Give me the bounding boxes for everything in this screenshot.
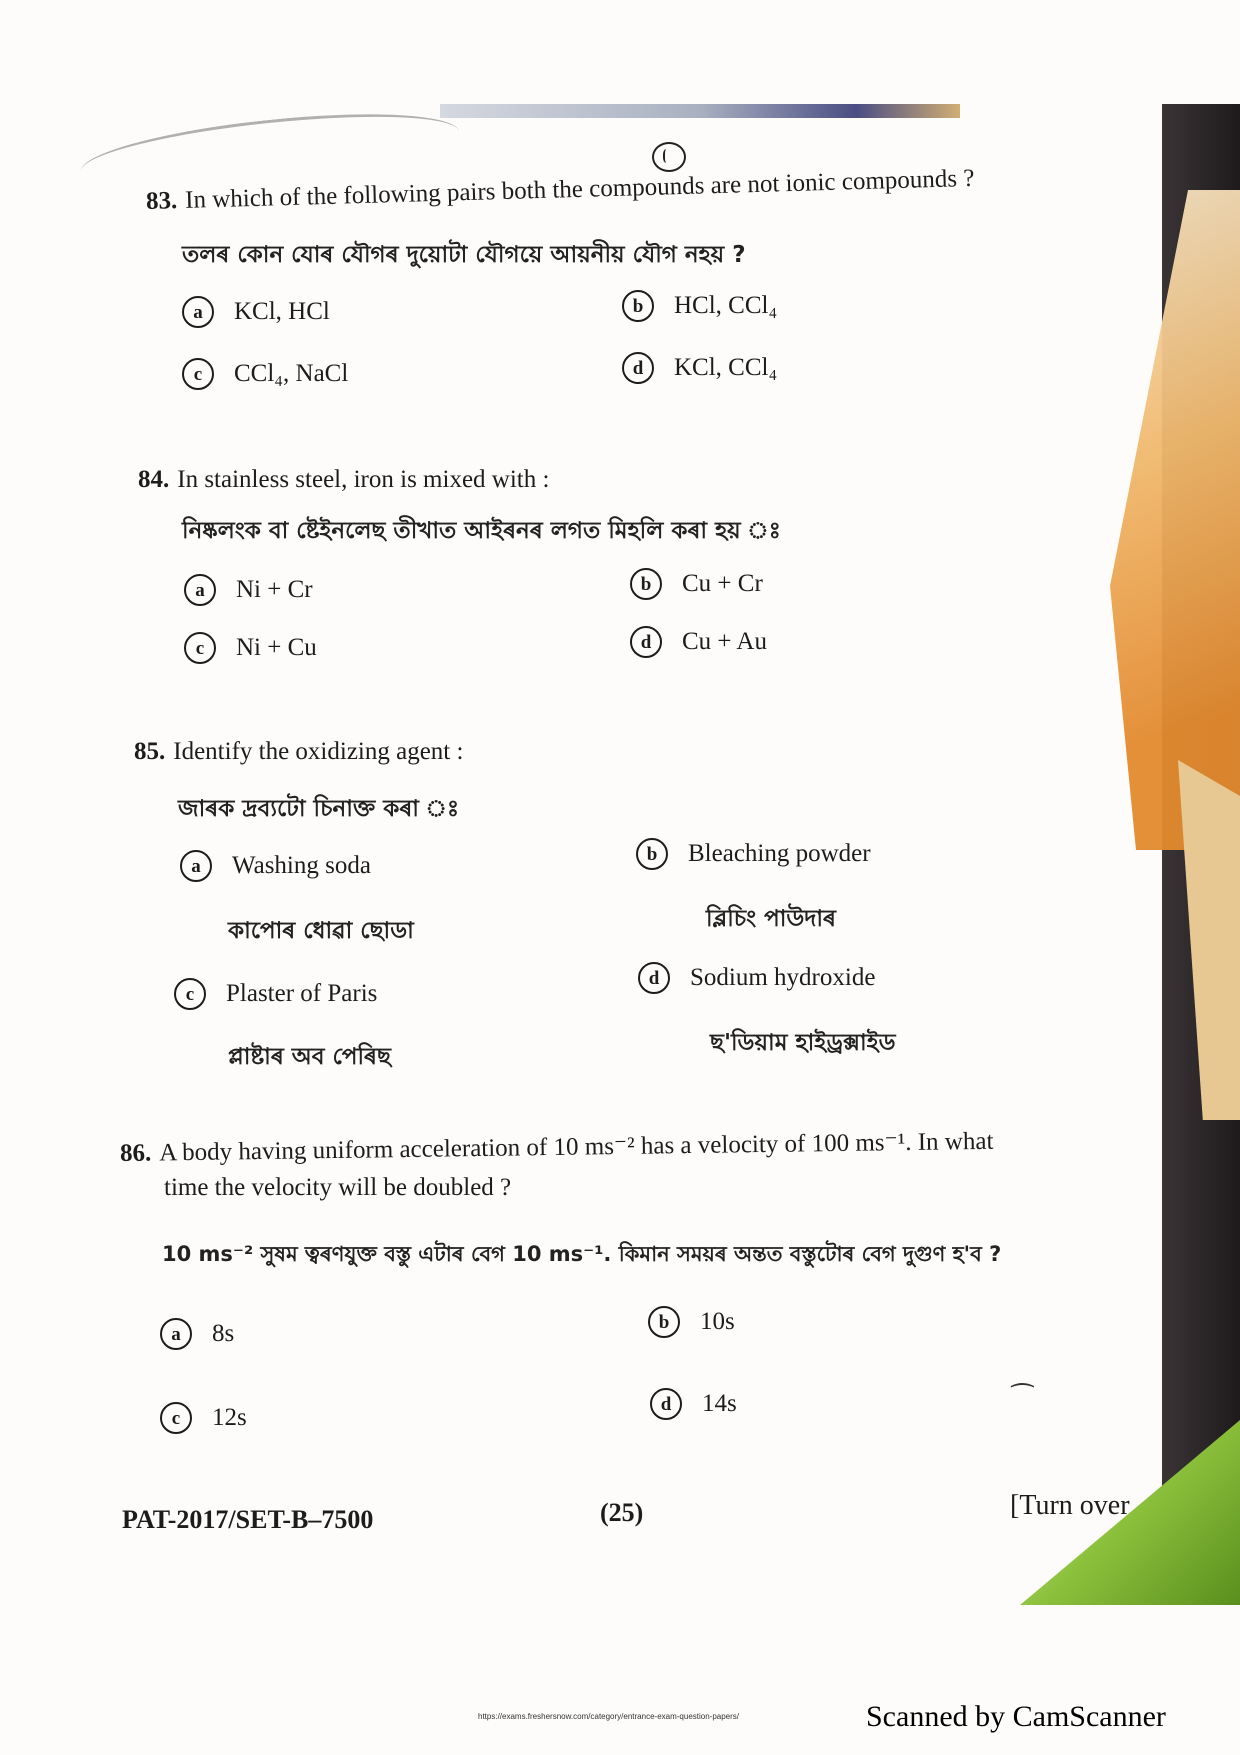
option-text: KCl, HCl — [234, 298, 330, 325]
question-85-option-c[interactable] — [174, 978, 377, 1010]
option-letter-d: d — [650, 1388, 682, 1420]
question-84-option-a[interactable] — [184, 574, 313, 606]
option-text: CCl₄, NaCl — [234, 360, 349, 387]
question-83-option-c[interactable] — [182, 358, 348, 390]
option-letter-b: b — [636, 838, 668, 870]
option-letter-a: a — [184, 574, 216, 606]
question-86-option-b[interactable] — [648, 1306, 735, 1338]
question-84-text-assamese: নিষ্কলংক বা ষ্টেইনলেছ তীখাত আইৰনৰ লগত মিহলি কৰা হয় ঃ — [182, 518, 781, 544]
option-letter-a: a — [160, 1318, 192, 1350]
question-85-text: 85. Identify the oxidizing agent : — [134, 738, 464, 765]
question-85-option-d-assamese: ছ'ডিয়াম হাইড্ৰক্সাইড — [710, 1030, 896, 1056]
option-text: Ni + Cu — [236, 634, 317, 661]
question-86-option-a[interactable] — [160, 1318, 234, 1350]
option-letter-d: d — [630, 626, 662, 658]
option-letter-d: d — [638, 962, 670, 994]
question-83-option-a[interactable] — [182, 296, 330, 328]
scanner-watermark: Scanned by CamScanner — [866, 1700, 1166, 1733]
option-letter-d: d — [622, 352, 654, 384]
question-85-option-b-assamese: ব্লিচিং পাউদাৰ — [706, 906, 837, 932]
option-text: HCl, CCl₄ — [674, 292, 778, 319]
option-text: Sodium hydroxide — [690, 964, 876, 991]
question-86-option-c[interactable] — [160, 1402, 247, 1434]
option-letter-c: c — [182, 358, 214, 390]
question-85-text-assamese: জাৰক দ্ৰব্যটো চিনাক্ত কৰা ঃ — [178, 796, 460, 822]
option-text: Ni + Cr — [236, 576, 313, 603]
option-text: Cu + Cr — [682, 570, 763, 597]
option-text: Cu + Au — [682, 628, 767, 655]
option-letter-b: b — [648, 1306, 680, 1338]
option-text: 8s — [212, 1320, 235, 1347]
pen-mark-icon: ⁀ — [1012, 1384, 1033, 1413]
turn-over-note: [Turn over — [1010, 1490, 1130, 1521]
option-letter-a: a — [180, 850, 212, 882]
option-text: KCl, CCl₄ — [674, 354, 778, 381]
question-85-option-a-assamese: কাপোৰ ধোৱা ছোডা — [228, 918, 414, 944]
question-86-text: 86. A body having uniform acceleration of 10 ms⁻² has a velocity of 100 ms⁻¹. In what — [119, 1127, 994, 1167]
page-number: (25) — [600, 1498, 644, 1527]
option-text: Plaster of Paris — [226, 980, 378, 1007]
option-letter-a: a — [182, 296, 214, 328]
question-84-option-c[interactable] — [184, 632, 317, 664]
question-85-option-b[interactable] — [636, 838, 871, 870]
option-letter-c: c — [184, 632, 216, 664]
option-text: 12s — [212, 1404, 247, 1431]
question-86-text-line2: time the velocity will be doubled ? — [164, 1174, 512, 1201]
option-text: Bleaching powder — [688, 840, 871, 867]
option-text: Washing soda — [232, 852, 371, 879]
question-83-text-assamese: তলৰ কোন যোৰ যৌগৰ দুয়োটা যৌগয়ে আয়নীয় যৌগ নহয় ? — [182, 242, 746, 268]
question-84-option-d[interactable] — [630, 626, 767, 658]
option-letter-c: c — [174, 978, 206, 1010]
circle-mark-icon — [652, 142, 686, 172]
question-86-option-d[interactable] — [650, 1388, 737, 1420]
question-84-text: 84. In stainless steel, iron is mixed with : — [138, 466, 550, 493]
option-letter-b: b — [630, 568, 662, 600]
question-86-text-assamese: 10 ms⁻² সুষম ত্বৰণযুক্ত বস্তু এটাৰ বেগ 10 ms⁻¹. কিমান সময়ৰ অন্তত বস্তুটোৰ বেগ দুগুণ হ'ব ? — [162, 1242, 1002, 1266]
option-text: 14s — [702, 1390, 737, 1417]
background-strip — [440, 104, 960, 118]
source-url: https://exams.freshersnow.com/category/entrance-exam-question-papers/ — [478, 1712, 740, 1721]
question-83-option-d[interactable] — [622, 352, 777, 384]
question-83-text: 83. In which of the following pairs both the compounds are not ionic compounds ? — [145, 164, 975, 215]
option-letter-b: b — [622, 290, 654, 322]
question-85-option-c-assamese: প্লাষ্টাৰ অব পেৰিছ — [228, 1044, 391, 1070]
question-83-option-b[interactable] — [622, 290, 777, 322]
question-85-option-d[interactable] — [638, 962, 875, 994]
question-84-option-b[interactable] — [630, 568, 763, 600]
option-letter-c: c — [160, 1402, 192, 1434]
background-object — [1110, 190, 1240, 850]
option-text: 10s — [700, 1308, 735, 1335]
paper-code: PAT-2017/SET-B–7500 — [122, 1505, 374, 1534]
question-85-option-a[interactable] — [180, 850, 371, 882]
